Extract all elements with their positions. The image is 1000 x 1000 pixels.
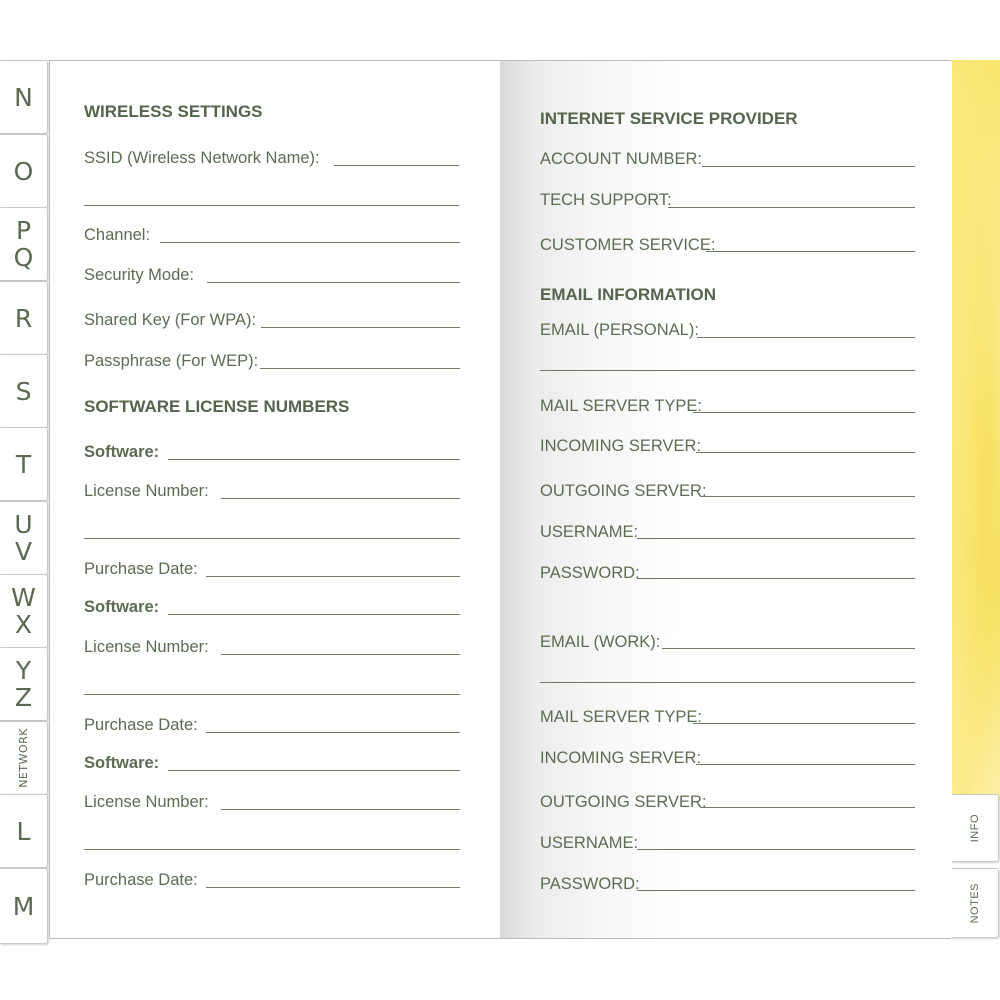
software-label: Software: bbox=[84, 598, 160, 616]
tab-network[interactable] bbox=[0, 721, 48, 795]
mail-server-type-label: MAIL SERVER TYPE: bbox=[540, 708, 703, 726]
tab-letter: T bbox=[15, 449, 32, 479]
tab-yz[interactable] bbox=[0, 647, 48, 721]
incoming-server-line[interactable] bbox=[696, 764, 915, 765]
tab-o[interactable] bbox=[0, 134, 48, 208]
shared-key-label: Shared Key (For WPA): bbox=[84, 311, 257, 329]
ssid-label: SSID (Wireless Network Name): bbox=[84, 149, 320, 167]
purchase-date-line[interactable] bbox=[206, 887, 460, 888]
software-label: Software: bbox=[84, 443, 160, 461]
tech-support-line[interactable] bbox=[668, 207, 915, 208]
mail-server-type-line[interactable] bbox=[693, 412, 915, 413]
outgoing-server-line[interactable] bbox=[700, 496, 915, 497]
tab-l[interactable] bbox=[0, 794, 48, 868]
email-personal-label: EMAIL (PERSONAL): bbox=[540, 321, 699, 339]
tab-letter: R bbox=[14, 303, 33, 333]
email-information-heading: EMAIL INFORMATION bbox=[540, 285, 716, 304]
customer-service-line[interactable] bbox=[706, 251, 915, 252]
tab-label: INFO bbox=[968, 813, 981, 843]
outgoing-server-label: OUTGOING SERVER: bbox=[540, 793, 707, 811]
incoming-server-label: INCOMING SERVER: bbox=[540, 749, 702, 767]
incoming-server-label: INCOMING SERVER: bbox=[540, 437, 702, 455]
purchase-date-label: Purchase Date: bbox=[84, 716, 198, 734]
license-number-label: License Number: bbox=[84, 482, 209, 500]
ssid-line[interactable] bbox=[334, 165, 459, 166]
channel-label: Channel: bbox=[84, 226, 151, 244]
tab-info[interactable] bbox=[951, 794, 999, 862]
tab-s[interactable] bbox=[0, 354, 48, 428]
tab-letter: U bbox=[14, 510, 33, 539]
software-license-heading: SOFTWARE LICENSE NUMBERS bbox=[84, 397, 350, 416]
password-line[interactable] bbox=[637, 578, 915, 579]
tab-label: NETWORK bbox=[16, 728, 30, 788]
password-label: PASSWORD: bbox=[540, 875, 640, 893]
email-work-line[interactable] bbox=[662, 648, 915, 649]
outgoing-server-label: OUTGOING SERVER: bbox=[540, 482, 707, 500]
purchase-date-label: Purchase Date: bbox=[84, 560, 198, 578]
tech-support-label: TECH SUPPORT: bbox=[540, 191, 672, 209]
tab-m[interactable] bbox=[0, 868, 48, 944]
tab-letter: N bbox=[14, 82, 33, 112]
username-label: USERNAME: bbox=[540, 523, 639, 541]
tab-letter: O bbox=[13, 156, 34, 186]
password-line[interactable] bbox=[637, 890, 915, 891]
software-line[interactable] bbox=[168, 770, 460, 771]
security-mode-line[interactable] bbox=[207, 282, 460, 283]
username-line[interactable] bbox=[637, 849, 915, 850]
email-personal-line-continued[interactable] bbox=[540, 370, 915, 371]
license-number-line-continued[interactable] bbox=[84, 538, 460, 539]
purchase-date-line[interactable] bbox=[206, 576, 460, 577]
tab-letter: Q bbox=[13, 243, 34, 272]
mail-server-type-label: MAIL SERVER TYPE: bbox=[540, 397, 703, 415]
tab-letter: X bbox=[14, 610, 33, 639]
license-number-line-continued[interactable] bbox=[84, 694, 460, 695]
tab-r[interactable] bbox=[0, 281, 48, 355]
incoming-server-line[interactable] bbox=[696, 452, 915, 453]
software-line[interactable] bbox=[168, 614, 460, 615]
software-line[interactable] bbox=[168, 459, 460, 460]
license-number-line[interactable] bbox=[221, 654, 460, 655]
purchase-date-label: Purchase Date: bbox=[84, 871, 198, 889]
tab-letter: Y bbox=[15, 656, 32, 685]
username-line[interactable] bbox=[637, 538, 915, 539]
license-number-line[interactable] bbox=[221, 498, 460, 499]
tab-label: NOTES bbox=[968, 882, 981, 924]
tab-letter: L bbox=[16, 816, 31, 846]
license-number-line[interactable] bbox=[221, 809, 460, 810]
outgoing-server-line[interactable] bbox=[700, 807, 915, 808]
tab-letter: Z bbox=[14, 683, 33, 712]
isp-heading: INTERNET SERVICE PROVIDER bbox=[540, 109, 798, 128]
shared-key-line[interactable] bbox=[261, 327, 460, 328]
tab-notes[interactable] bbox=[951, 868, 999, 938]
mail-server-type-line[interactable] bbox=[693, 723, 915, 724]
license-number-label: License Number: bbox=[84, 793, 209, 811]
channel-line[interactable] bbox=[160, 242, 460, 243]
purchase-date-line[interactable] bbox=[206, 732, 460, 733]
password-label: PASSWORD: bbox=[540, 564, 640, 582]
account-number-line[interactable] bbox=[702, 166, 915, 167]
wireless-settings-heading: WIRELESS SETTINGS bbox=[84, 102, 263, 121]
software-label: Software: bbox=[84, 754, 160, 772]
tab-n[interactable] bbox=[0, 60, 48, 134]
account-number-label: ACCOUNT NUMBER: bbox=[540, 150, 702, 168]
license-number-line-continued[interactable] bbox=[84, 849, 460, 850]
tab-uv[interactable] bbox=[0, 501, 48, 575]
email-personal-line[interactable] bbox=[697, 337, 915, 338]
tab-t[interactable] bbox=[0, 427, 48, 501]
email-work-line-continued[interactable] bbox=[540, 682, 915, 683]
tab-letter: V bbox=[14, 537, 33, 566]
customer-service-label: CUSTOMER SERVICE: bbox=[540, 236, 716, 254]
tab-pq[interactable] bbox=[0, 207, 48, 281]
tab-letter: P bbox=[15, 216, 32, 245]
username-label: USERNAME: bbox=[540, 834, 639, 852]
ssid-line-continued[interactable] bbox=[84, 205, 459, 206]
passphrase-line[interactable] bbox=[260, 368, 460, 369]
security-mode-label: Security Mode: bbox=[84, 266, 195, 284]
license-number-label: License Number: bbox=[84, 638, 209, 656]
tab-letter: W bbox=[11, 583, 36, 612]
passphrase-label: Passphrase (For WEP): bbox=[84, 352, 259, 370]
tab-letter: M bbox=[12, 891, 35, 921]
tab-letter: S bbox=[15, 376, 32, 406]
email-work-label: EMAIL (WORK): bbox=[540, 633, 661, 651]
tab-wx[interactable] bbox=[0, 574, 48, 648]
